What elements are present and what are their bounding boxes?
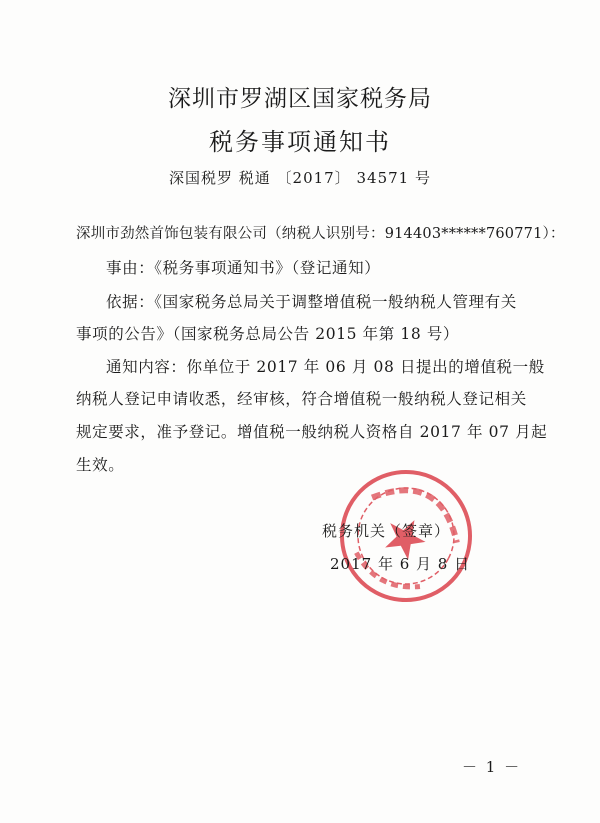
signing-date: 2017 年 6 月 8 日: [330, 555, 471, 573]
notice-line-2: 纳税人登记申请收悉，经审核，符合增值税一般纳税人登记相关: [76, 390, 527, 408]
basis-line-2: 事项的公告》（国家税务总局公告 2015 年第 18 号）: [76, 325, 460, 343]
recipient-line: 深圳市劲然首饰包装有限公司（纳税人识别号：914403******760771）：: [76, 226, 565, 242]
subject-line: 事由：《税务事项通知书》（登记通知）: [106, 259, 381, 277]
signing-authority: 税务机关（签章）: [322, 522, 451, 540]
document-title: 税务事项通知书: [209, 128, 391, 156]
issuer-title: 深圳市罗湖区国家税务局: [168, 86, 432, 112]
notice-line-3: 规定要求，准予登记。增值税一般纳税人资格自 2017 年 07 月起: [76, 423, 548, 441]
document-number: 深国税罗 税通 〔2017〕 34571 号: [169, 169, 431, 187]
basis-line-1: 依据：《国家税务总局关于调整增值税一般纳税人管理有关: [106, 293, 517, 311]
page-number: － 1 －: [462, 758, 522, 776]
notice-line-1: 通知内容：你单位于 2017 年 06 月 08 日提出的增值税一般: [106, 358, 545, 376]
notice-line-4: 生效。: [76, 456, 125, 474]
